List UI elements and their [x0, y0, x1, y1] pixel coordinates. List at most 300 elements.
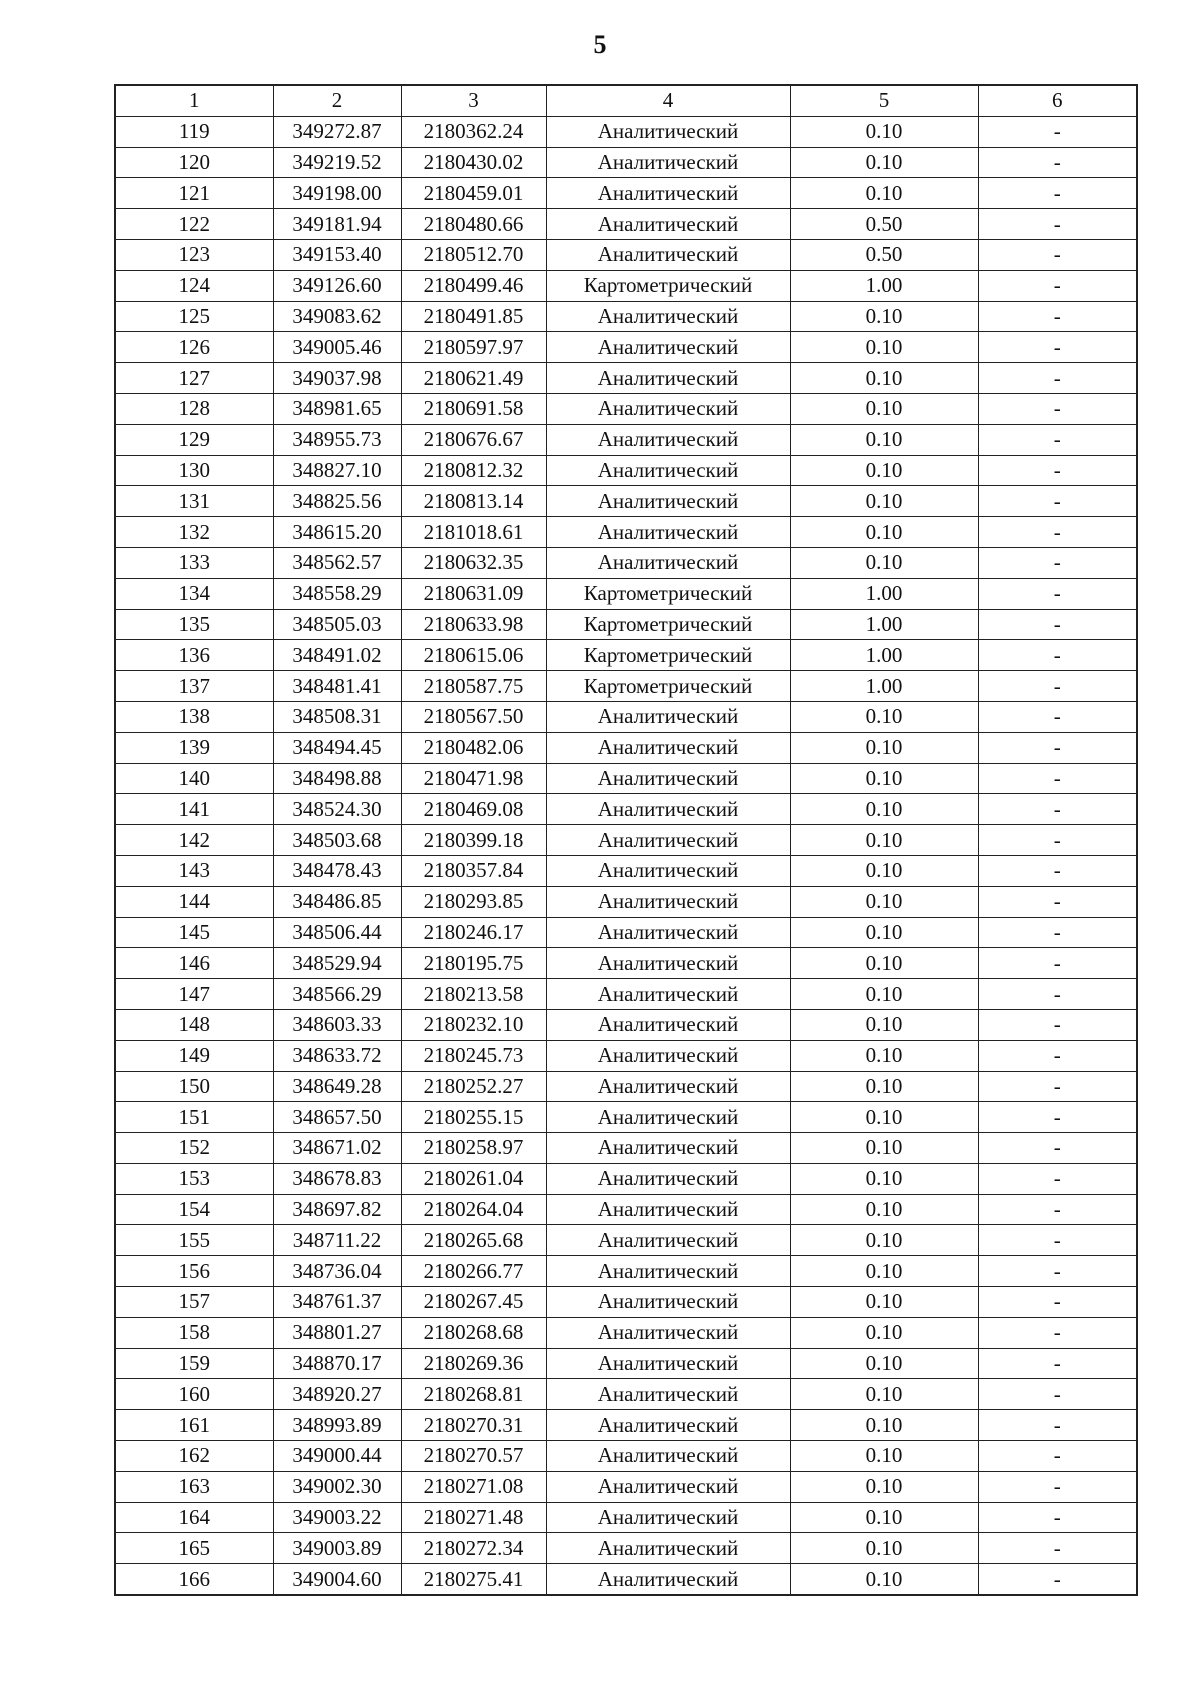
method-cell: Аналитический [546, 825, 790, 856]
table-row [115, 948, 1137, 979]
x-coordinate-cell: 348825.56 [273, 486, 401, 517]
method-cell: Аналитический [546, 1533, 790, 1564]
accuracy-cell: 0.10 [790, 732, 978, 763]
accuracy-cell: 0.10 [790, 1102, 978, 1133]
point-number-cell: 145 [115, 917, 273, 948]
accuracy-cell: 0.10 [790, 1410, 978, 1441]
table-row [115, 1441, 1137, 1472]
y-coordinate-cell: 2180471.98 [401, 763, 546, 794]
point-number-cell: 119 [115, 116, 273, 147]
point-number-cell: 152 [115, 1133, 273, 1164]
description-cell: - [978, 301, 1137, 332]
point-number-cell: 124 [115, 270, 273, 301]
x-coordinate-cell: 349219.52 [273, 147, 401, 178]
table-row [115, 1133, 1137, 1164]
x-coordinate-cell: 348870.17 [273, 1348, 401, 1379]
y-coordinate-cell: 2181018.61 [401, 517, 546, 548]
x-coordinate-cell: 348671.02 [273, 1133, 401, 1164]
table-row [115, 239, 1137, 270]
x-coordinate-cell: 349037.98 [273, 363, 401, 394]
accuracy-cell: 0.10 [790, 1133, 978, 1164]
y-coordinate-cell: 2180813.14 [401, 486, 546, 517]
point-number-cell: 129 [115, 424, 273, 455]
x-coordinate-cell: 348566.29 [273, 979, 401, 1010]
description-cell: - [978, 1102, 1137, 1133]
method-cell: Аналитический [546, 363, 790, 394]
point-number-cell: 132 [115, 517, 273, 548]
point-number-cell: 133 [115, 547, 273, 578]
method-cell: Аналитический [546, 1102, 790, 1133]
point-number-cell: 163 [115, 1471, 273, 1502]
point-number-cell: 137 [115, 671, 273, 702]
accuracy-cell: 0.10 [790, 455, 978, 486]
description-cell: - [978, 1410, 1137, 1441]
accuracy-cell: 0.10 [790, 116, 978, 147]
y-coordinate-cell: 2180264.04 [401, 1194, 546, 1225]
method-cell: Аналитический [546, 1471, 790, 1502]
method-cell: Аналитический [546, 1287, 790, 1318]
method-cell: Аналитический [546, 455, 790, 486]
table-row [115, 671, 1137, 702]
y-coordinate-cell: 2180270.31 [401, 1410, 546, 1441]
x-coordinate-cell: 348955.73 [273, 424, 401, 455]
point-number-cell: 125 [115, 301, 273, 332]
description-cell: - [978, 116, 1137, 147]
accuracy-cell: 0.10 [790, 424, 978, 455]
point-number-cell: 165 [115, 1533, 273, 1564]
description-cell: - [978, 486, 1137, 517]
method-cell: Аналитический [546, 486, 790, 517]
accuracy-cell: 0.10 [790, 948, 978, 979]
description-cell: - [978, 794, 1137, 825]
method-cell: Аналитический [546, 424, 790, 455]
table-row [115, 578, 1137, 609]
y-coordinate-cell: 2180491.85 [401, 301, 546, 332]
description-cell: - [978, 1533, 1137, 1564]
description-cell: - [978, 1317, 1137, 1348]
column-header: 5 [790, 85, 978, 116]
accuracy-cell: 0.10 [790, 178, 978, 209]
method-cell: Аналитический [546, 1441, 790, 1472]
table-row [115, 732, 1137, 763]
method-cell: Аналитический [546, 239, 790, 270]
accuracy-cell: 0.10 [790, 1225, 978, 1256]
y-coordinate-cell: 2180430.02 [401, 147, 546, 178]
point-number-cell: 157 [115, 1287, 273, 1318]
accuracy-cell: 0.10 [790, 301, 978, 332]
x-coordinate-cell: 348697.82 [273, 1194, 401, 1225]
description-cell: - [978, 424, 1137, 455]
y-coordinate-cell: 2180271.48 [401, 1502, 546, 1533]
point-number-cell: 120 [115, 147, 273, 178]
x-coordinate-cell: 348981.65 [273, 393, 401, 424]
accuracy-cell: 0.10 [790, 1471, 978, 1502]
table-row [115, 1287, 1137, 1318]
description-cell: - [978, 209, 1137, 240]
accuracy-cell: 0.10 [790, 917, 978, 948]
x-coordinate-cell: 348478.43 [273, 855, 401, 886]
y-coordinate-cell: 2180232.10 [401, 1009, 546, 1040]
description-cell: - [978, 640, 1137, 671]
y-coordinate-cell: 2180362.24 [401, 116, 546, 147]
x-coordinate-cell: 348711.22 [273, 1225, 401, 1256]
table-row [115, 1163, 1137, 1194]
accuracy-cell: 0.10 [790, 1564, 978, 1595]
point-number-cell: 149 [115, 1040, 273, 1071]
accuracy-cell: 0.10 [790, 701, 978, 732]
table-row [115, 455, 1137, 486]
accuracy-cell: 1.00 [790, 640, 978, 671]
accuracy-cell: 0.50 [790, 209, 978, 240]
description-cell: - [978, 763, 1137, 794]
accuracy-cell: 0.10 [790, 825, 978, 856]
y-coordinate-cell: 2180266.77 [401, 1256, 546, 1287]
x-coordinate-cell: 349083.62 [273, 301, 401, 332]
point-number-cell: 156 [115, 1256, 273, 1287]
y-coordinate-cell: 2180268.68 [401, 1317, 546, 1348]
x-coordinate-cell: 349153.40 [273, 239, 401, 270]
point-number-cell: 160 [115, 1379, 273, 1410]
description-cell: - [978, 917, 1137, 948]
point-number-cell: 164 [115, 1502, 273, 1533]
accuracy-cell: 0.10 [790, 1379, 978, 1410]
method-cell: Картометрический [546, 609, 790, 640]
y-coordinate-cell: 2180272.34 [401, 1533, 546, 1564]
method-cell: Аналитический [546, 948, 790, 979]
accuracy-cell: 0.10 [790, 517, 978, 548]
y-coordinate-cell: 2180270.57 [401, 1441, 546, 1472]
y-coordinate-cell: 2180275.41 [401, 1564, 546, 1595]
x-coordinate-cell: 348506.44 [273, 917, 401, 948]
description-cell: - [978, 1071, 1137, 1102]
method-cell: Аналитический [546, 1379, 790, 1410]
point-number-cell: 154 [115, 1194, 273, 1225]
accuracy-cell: 0.10 [790, 1287, 978, 1318]
x-coordinate-cell: 348993.89 [273, 1410, 401, 1441]
point-number-cell: 162 [115, 1441, 273, 1472]
accuracy-cell: 0.10 [790, 332, 978, 363]
description-cell: - [978, 855, 1137, 886]
point-number-cell: 122 [115, 209, 273, 240]
method-cell: Аналитический [546, 178, 790, 209]
y-coordinate-cell: 2180512.70 [401, 239, 546, 270]
accuracy-cell: 0.10 [790, 1040, 978, 1071]
y-coordinate-cell: 2180632.35 [401, 547, 546, 578]
method-cell: Аналитический [546, 917, 790, 948]
accuracy-cell: 0.10 [790, 979, 978, 1010]
description-cell: - [978, 517, 1137, 548]
y-coordinate-cell: 2180469.08 [401, 794, 546, 825]
method-cell: Картометрический [546, 578, 790, 609]
y-coordinate-cell: 2180268.81 [401, 1379, 546, 1410]
x-coordinate-cell: 348603.33 [273, 1009, 401, 1040]
point-number-cell: 138 [115, 701, 273, 732]
method-cell: Аналитический [546, 1256, 790, 1287]
point-number-cell: 143 [115, 855, 273, 886]
y-coordinate-cell: 2180621.49 [401, 363, 546, 394]
accuracy-cell: 0.10 [790, 1256, 978, 1287]
point-number-cell: 155 [115, 1225, 273, 1256]
description-cell: - [978, 609, 1137, 640]
y-coordinate-cell: 2180587.75 [401, 671, 546, 702]
description-cell: - [978, 1040, 1137, 1071]
accuracy-cell: 0.10 [790, 486, 978, 517]
table-row [115, 855, 1137, 886]
method-cell: Аналитический [546, 116, 790, 147]
y-coordinate-cell: 2180258.97 [401, 1133, 546, 1164]
y-coordinate-cell: 2180267.45 [401, 1287, 546, 1318]
method-cell: Аналитический [546, 794, 790, 825]
method-cell: Аналитический [546, 1133, 790, 1164]
method-cell: Аналитический [546, 732, 790, 763]
y-coordinate-cell: 2180633.98 [401, 609, 546, 640]
point-number-cell: 126 [115, 332, 273, 363]
point-number-cell: 128 [115, 393, 273, 424]
table-row [115, 147, 1137, 178]
x-coordinate-cell: 348494.45 [273, 732, 401, 763]
x-coordinate-cell: 349272.87 [273, 116, 401, 147]
y-coordinate-cell: 2180597.97 [401, 332, 546, 363]
y-coordinate-cell: 2180265.68 [401, 1225, 546, 1256]
point-number-cell: 166 [115, 1564, 273, 1595]
method-cell: Аналитический [546, 979, 790, 1010]
table-row [115, 1410, 1137, 1441]
accuracy-cell: 0.10 [790, 547, 978, 578]
point-number-cell: 139 [115, 732, 273, 763]
method-cell: Аналитический [546, 1194, 790, 1225]
method-cell: Аналитический [546, 886, 790, 917]
table-row [115, 486, 1137, 517]
x-coordinate-cell: 348491.02 [273, 640, 401, 671]
x-coordinate-cell: 348920.27 [273, 1379, 401, 1410]
table-row [115, 763, 1137, 794]
x-coordinate-cell: 348529.94 [273, 948, 401, 979]
y-coordinate-cell: 2180691.58 [401, 393, 546, 424]
table-row [115, 701, 1137, 732]
table-row [115, 363, 1137, 394]
description-cell: - [978, 270, 1137, 301]
point-number-cell: 135 [115, 609, 273, 640]
table-row [115, 178, 1137, 209]
point-number-cell: 161 [115, 1410, 273, 1441]
description-cell: - [978, 1471, 1137, 1502]
x-coordinate-cell: 348633.72 [273, 1040, 401, 1071]
point-number-cell: 142 [115, 825, 273, 856]
x-coordinate-cell: 348801.27 [273, 1317, 401, 1348]
point-number-cell: 127 [115, 363, 273, 394]
x-coordinate-cell: 348736.04 [273, 1256, 401, 1287]
method-cell: Аналитический [546, 701, 790, 732]
table-row [115, 609, 1137, 640]
table-row [115, 1071, 1137, 1102]
description-cell: - [978, 1348, 1137, 1379]
table-row [115, 1102, 1137, 1133]
accuracy-cell: 0.10 [790, 1502, 978, 1533]
method-cell: Аналитический [546, 301, 790, 332]
description-cell: - [978, 393, 1137, 424]
table-row [115, 301, 1137, 332]
accuracy-cell: 0.10 [790, 763, 978, 794]
table-row [115, 1471, 1137, 1502]
table-row [115, 547, 1137, 578]
x-coordinate-cell: 349126.60 [273, 270, 401, 301]
table-row [115, 979, 1137, 1010]
x-coordinate-cell: 348498.88 [273, 763, 401, 794]
table-row [115, 209, 1137, 240]
column-header: 1 [115, 85, 273, 116]
y-coordinate-cell: 2180567.50 [401, 701, 546, 732]
method-cell: Аналитический [546, 332, 790, 363]
accuracy-cell: 0.10 [790, 1071, 978, 1102]
table-row [115, 917, 1137, 948]
x-coordinate-cell: 348827.10 [273, 455, 401, 486]
method-cell: Аналитический [546, 547, 790, 578]
accuracy-cell: 0.10 [790, 1441, 978, 1472]
accuracy-cell: 0.10 [790, 363, 978, 394]
point-number-cell: 144 [115, 886, 273, 917]
description-cell: - [978, 178, 1137, 209]
method-cell: Аналитический [546, 1071, 790, 1102]
method-cell: Аналитический [546, 1564, 790, 1595]
method-cell: Аналитический [546, 1410, 790, 1441]
x-coordinate-cell: 348505.03 [273, 609, 401, 640]
y-coordinate-cell: 2180213.58 [401, 979, 546, 1010]
description-cell: - [978, 147, 1137, 178]
y-coordinate-cell: 2180676.67 [401, 424, 546, 455]
accuracy-cell: 0.10 [790, 1317, 978, 1348]
method-cell: Аналитический [546, 763, 790, 794]
description-cell: - [978, 701, 1137, 732]
method-cell: Аналитический [546, 147, 790, 178]
method-cell: Аналитический [546, 1163, 790, 1194]
x-coordinate-cell: 348503.68 [273, 825, 401, 856]
method-cell: Аналитический [546, 209, 790, 240]
description-cell: - [978, 1194, 1137, 1225]
column-header: 2 [273, 85, 401, 116]
method-cell: Аналитический [546, 1502, 790, 1533]
description-cell: - [978, 1287, 1137, 1318]
method-cell: Картометрический [546, 270, 790, 301]
table-row [115, 332, 1137, 363]
column-header: 4 [546, 85, 790, 116]
point-number-cell: 121 [115, 178, 273, 209]
accuracy-cell: 1.00 [790, 671, 978, 702]
description-cell: - [978, 671, 1137, 702]
accuracy-cell: 0.10 [790, 1163, 978, 1194]
y-coordinate-cell: 2180255.15 [401, 1102, 546, 1133]
method-cell: Аналитический [546, 1040, 790, 1071]
accuracy-cell: 0.10 [790, 886, 978, 917]
x-coordinate-cell: 348678.83 [273, 1163, 401, 1194]
x-coordinate-cell: 348481.41 [273, 671, 401, 702]
x-coordinate-cell: 349002.30 [273, 1471, 401, 1502]
y-coordinate-cell: 2180261.04 [401, 1163, 546, 1194]
accuracy-cell: 0.10 [790, 1194, 978, 1225]
x-coordinate-cell: 348486.85 [273, 886, 401, 917]
x-coordinate-cell: 348508.31 [273, 701, 401, 732]
column-header: 6 [978, 85, 1137, 116]
point-number-cell: 148 [115, 1009, 273, 1040]
point-number-cell: 130 [115, 455, 273, 486]
description-cell: - [978, 547, 1137, 578]
table-body [115, 116, 1137, 1595]
point-number-cell: 151 [115, 1102, 273, 1133]
y-coordinate-cell: 2180480.66 [401, 209, 546, 240]
table-row [115, 1379, 1137, 1410]
x-coordinate-cell: 349000.44 [273, 1441, 401, 1472]
accuracy-cell: 0.10 [790, 147, 978, 178]
description-cell: - [978, 948, 1137, 979]
accuracy-cell: 0.10 [790, 855, 978, 886]
point-number-cell: 141 [115, 794, 273, 825]
table-row [115, 270, 1137, 301]
x-coordinate-cell: 349004.60 [273, 1564, 401, 1595]
y-coordinate-cell: 2180245.73 [401, 1040, 546, 1071]
description-cell: - [978, 1256, 1137, 1287]
table-row [115, 1256, 1137, 1287]
table-header-row [115, 85, 1137, 116]
coordinates-table [114, 84, 1138, 1596]
table-row [115, 1040, 1137, 1071]
x-coordinate-cell: 348558.29 [273, 578, 401, 609]
table-row [115, 517, 1137, 548]
accuracy-cell: 0.10 [790, 1348, 978, 1379]
method-cell: Аналитический [546, 393, 790, 424]
description-cell: - [978, 455, 1137, 486]
point-number-cell: 136 [115, 640, 273, 671]
accuracy-cell: 1.00 [790, 578, 978, 609]
method-cell: Аналитический [546, 1317, 790, 1348]
description-cell: - [978, 1163, 1137, 1194]
x-coordinate-cell: 348657.50 [273, 1102, 401, 1133]
description-cell: - [978, 1564, 1137, 1595]
description-cell: - [978, 886, 1137, 917]
method-cell: Картометрический [546, 671, 790, 702]
x-coordinate-cell: 349003.22 [273, 1502, 401, 1533]
accuracy-cell: 0.10 [790, 1533, 978, 1564]
table-row [115, 794, 1137, 825]
y-coordinate-cell: 2180499.46 [401, 270, 546, 301]
description-cell: - [978, 1009, 1137, 1040]
description-cell: - [978, 1502, 1137, 1533]
method-cell: Картометрический [546, 640, 790, 671]
x-coordinate-cell: 349181.94 [273, 209, 401, 240]
table-row [115, 393, 1137, 424]
point-number-cell: 123 [115, 239, 273, 270]
table-row [115, 1564, 1137, 1595]
y-coordinate-cell: 2180615.06 [401, 640, 546, 671]
point-number-cell: 131 [115, 486, 273, 517]
table-row [115, 886, 1137, 917]
point-number-cell: 134 [115, 578, 273, 609]
y-coordinate-cell: 2180293.85 [401, 886, 546, 917]
table-row [115, 1533, 1137, 1564]
y-coordinate-cell: 2180246.17 [401, 917, 546, 948]
method-cell: Аналитический [546, 1348, 790, 1379]
table-row [115, 424, 1137, 455]
x-coordinate-cell: 349003.89 [273, 1533, 401, 1564]
y-coordinate-cell: 2180812.32 [401, 455, 546, 486]
table-row [115, 1009, 1137, 1040]
description-cell: - [978, 1441, 1137, 1472]
accuracy-cell: 0.10 [790, 393, 978, 424]
table-row [115, 640, 1137, 671]
x-coordinate-cell: 348649.28 [273, 1071, 401, 1102]
table-row [115, 825, 1137, 856]
point-number-cell: 153 [115, 1163, 273, 1194]
description-cell: - [978, 1379, 1137, 1410]
table-row [115, 1317, 1137, 1348]
